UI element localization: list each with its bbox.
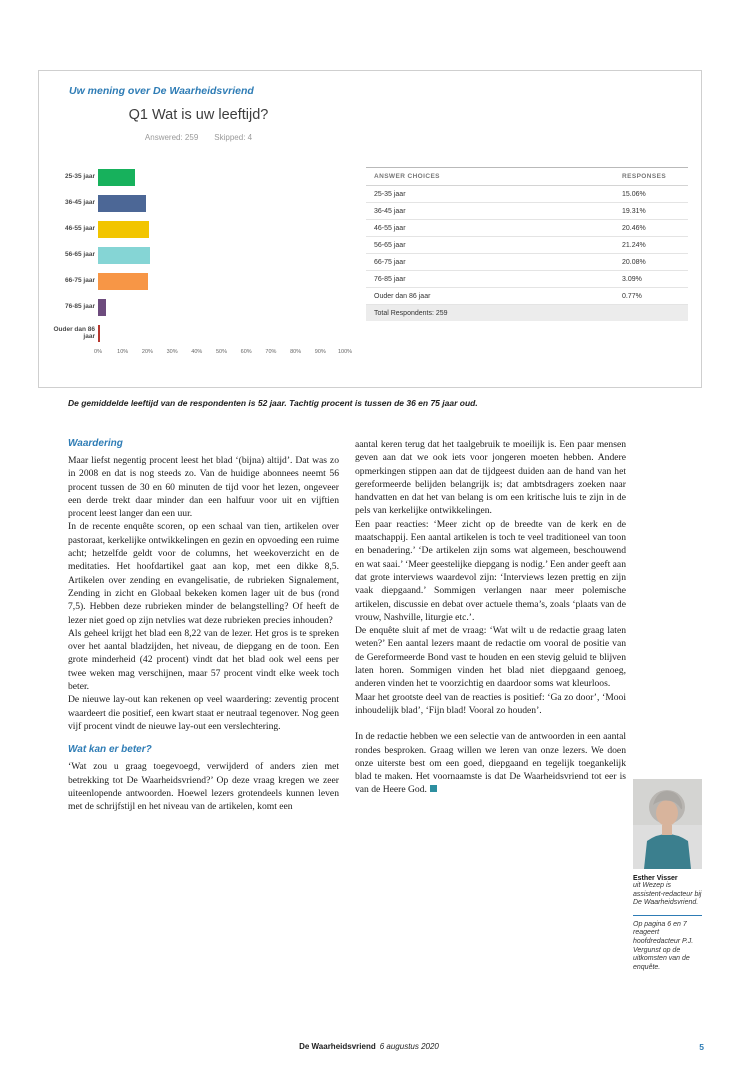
esther-visser-photo [633,779,702,869]
chart-row [51,320,346,346]
answered-label: Answered: 259 [144,133,199,142]
table-row [366,288,688,305]
paragraph: Maar liefst negentig procent leest het blad ‘(bijna) altijd’. Dat was zo in 2008 en dat is nog steeds zo. Van de huidige abonnees neemt 56 procent tussen de 30 en 60 minuten de tijd voor het lezen, ongeveer een derde trekt daar minder dan een halfuur voor uit en vijftien procent leest langer dan een uur. [68,455,339,520]
closing-paragraph [355,730,626,796]
chart-bar [98,195,146,212]
answer-choice: 46-55 jaar [374,224,406,232]
table-header-row [366,167,688,186]
chart-category-label: 76-85 jaar [65,303,95,311]
heading-waardering: Waardering [68,438,123,449]
chart-category-label: 66-75 jaar [65,277,95,285]
paragraph: Maar het grootste deel van de reacties is positief: ‘Ga zo door’, ‘Mooi inhoudelijk blad’, ‘Fijn blad! Vooral zo houden’. [355,691,626,716]
answer-choice: 36-45 jaar [374,207,406,215]
answer-choice: 66-75 jaar [374,258,406,266]
magazine-name: De Waarheidsvriend [299,1042,376,1051]
age-bar-chart [51,107,353,358]
x-tick: 20% [141,349,153,355]
table-row [366,186,688,203]
chart-title: Q1 Wat is uw leeftijd? [128,107,269,123]
answer-choice: 76-85 jaar [374,275,406,283]
chart-category-label: 25-35 jaar [65,173,95,181]
article-end-mark [430,785,437,792]
response-percent: 0.77% [622,292,642,300]
survey-results-panel [38,70,702,388]
chart-row [51,190,346,216]
chart-bar [98,325,100,342]
chart-row [51,294,346,320]
x-tick: 80% [290,349,302,355]
article-body [68,438,626,813]
closing-text: In de redactie hebben we een selectie van de antwoorden in een aantal rondes besproken. Graag willen we leren van onze lezers. We doen onze uiterste best om een goed, diepgaand en tegelijk toegankelijk blad te maken. Het voornaamste is dat De Waarheidsvriend tot eer is van de Heere God. [355,731,626,796]
answer-choice: 56-65 jaar [374,241,406,249]
issue-date: 6 augustus 2020 [379,1042,439,1051]
response-percent: 15.06% [622,190,646,198]
response-percent: 21.24% [622,241,646,249]
table-row [366,237,688,254]
survey-caption: De gemiddelde leeftijd van de respondenten is 52 jaar. Tachtig procent is tussen de 36 en 75 jaar oud. [68,398,478,408]
chart-bar [98,221,149,238]
sidebar-divider [633,915,702,916]
paragraph: Als geheel krijgt het blad een 8,22 van de lezer. Het gros is te spreken over het aantal bladzijden, het niveau, de diepgang en de toon. Een grote minderheid (42 procent) vindt dat het blad ook wel eens per twee weken mag verschijnen, maar 57 procent vindt elke week toch beter. [68,627,339,693]
survey-section-title: Uw mening over De Waarheidsvriend [69,85,254,97]
header-responses: RESPONSES [622,173,667,180]
answer-choice: Ouder dan 86 jaar [374,292,431,300]
answer-choice: 25-35 jaar [374,190,406,198]
header-answer-choices: ANSWER CHOICES [374,173,440,180]
x-tick: 60% [240,349,252,355]
paragraph: aantal keren terug dat het taalgebruik te moeilijk is. Een paar mensen geven aan dat we ook iets voor jongeren moeten hebben. Andere opmerkingen stippen aan dat de tijdgeest duiden aan de hand van het gereformeerde belijden belangrijk is; dat ambtsdragers zoeken naar handvatten en dat het van belang is om een kritische luis te zijn in de pels van kerkelijke ontwikkelingen. [355,439,626,517]
page-number: 5 [699,1042,704,1052]
chart-bar [98,273,148,290]
sidebar-note: Op pagina 6 en 7 reageert hoofdredacteur P.J. Vergunst op de uitkomsten van de enquête. [633,920,694,971]
paragraph: De nieuwe lay-out kan rekenen op veel waardering: zeventig procent waardeert die positief, een kwart staat er neutraal tegenover. Nog geen vijf procent vindt de nieuwe lay-out een verslechtering. [68,694,339,732]
footer-center [0,1042,738,1051]
response-percent: 20.08% [622,258,646,266]
chart-row [51,242,346,268]
x-tick: 70% [265,349,277,355]
chart-bar [98,299,106,316]
table-total-row: Total Respondents: 259 [366,305,688,321]
x-tick: 30% [166,349,178,355]
chart-x-axis [94,349,353,358]
table-row [366,203,688,220]
answer-choices-table [366,167,688,321]
x-tick: 40% [191,349,203,355]
chart-bar [98,169,135,186]
article-column-left [68,438,339,813]
response-percent: 20.46% [622,224,646,232]
x-tick: 0% [94,349,102,355]
author-name: Esther Visser [633,875,678,882]
x-tick: 10% [117,349,129,355]
paragraph: ‘Wat zou u graag toegevoegd, verwijderd of anders zien met betrekking tot De Waarheidsvriend?’ Op deze vraag kregen we zeer uiteenlopende antwoorden. Hoewel lezers grotendeels kunnen leven met de schrijfstijl en het niveau van de artikelen, komt een [68,761,339,813]
paragraph: De enquête sluit af met de vraag: ‘Wat wilt u de redactie graag laten weten?’ Een aantal lezers maant de redactie om vooral de positie van de Gereformeerde Bond vast te houden en een stevig geluid te blijven laten horen. Sommigen vinden het blad niet diepgaand genoeg, anderen vinden het te voorzichtig en daardoor soms wat kleurloos. [355,625,626,690]
response-percent: 19.31% [622,207,646,215]
table-row [366,254,688,271]
chart-category-label: 36-45 jaar [65,199,95,207]
paragraph: Een paar reacties: ‘Meer zicht op de breedte van de kerk en de maatschappij. Een aantal artikelen is toch te veel traditioneel van toon en benadering.’ ‘De artikelen zijn soms wat algemeen, beschouwend en wat saai.’ ‘Meer geestelijke diepgang is nodig.’ Een ander geeft aan dat grote interviews waardevol zijn: ‘Interviews lezen prettig en zijn vaak diepgaand.’ Sommigen verlangen naar meer polemische artikelen, discussie en debat over actuele thema’s, zoals ‘plaats van de vrouw, Nashville, liturgie etc.’. [355,518,626,623]
chart-row [51,216,346,242]
x-tick: 90% [314,349,326,355]
chart-category-label: 56-65 jaar [65,251,95,259]
response-percent: 3.09% [622,275,642,283]
author-bio: uit Wezep is assistent-redacteur bij De Waarheidsvriend. [633,882,702,907]
chart-category-label: Ouder dan 86 jaar [53,325,95,340]
chart-rows [51,164,346,346]
author-sidebar [633,779,702,972]
chart-category-label: 46-55 jaar [65,225,95,233]
x-tick: 50% [215,349,228,355]
article-column-right [355,438,626,813]
page-footer [0,1042,738,1056]
paragraph: In de recente enquête scoren, op een schaal van tien, artikelen over pastoraat, kerkelijke ontwikkelingen en gezin en opvoeding een ruime acht; hetzelfde geldt voor de columns, het weekoverzicht en de meditaties. Het hoofdartikel gaat aan kop, met een dikke 8,5. Artikelen over zending en evangelisatie, de rubrieken Signalement, Zending in zicht en Globaal bekeken komen lager uit de bus (rond 7,5). Hebben deze rubrieken minder de belangstelling? Of heeft de lezer niet goed op zijn netvlies wat deze rubrieken precies inhouden? [68,521,339,626]
chart-row [51,268,346,294]
chart-bar [98,247,150,264]
table-row [366,271,688,288]
chart-answered-skipped [51,133,346,142]
table-row [366,220,688,237]
x-tick: 100% [337,349,353,355]
skipped-label: Skipped: 4 [214,133,253,142]
chart-row [51,164,346,190]
heading-wat-kan-er-beter: Wat kan er beter? [68,744,152,756]
